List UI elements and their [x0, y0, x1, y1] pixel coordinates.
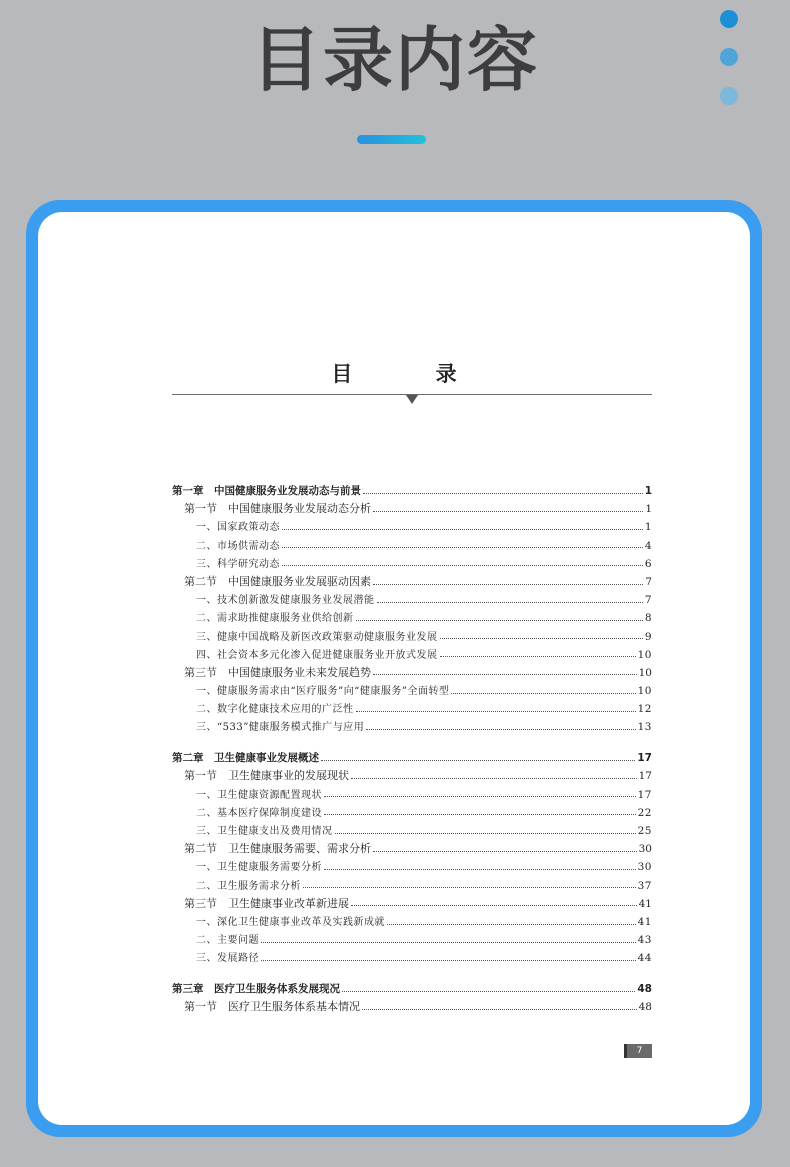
toc-dot-leader [373, 674, 637, 675]
toc-entry-section[interactable] [172, 895, 652, 913]
toc-entry-page: 1 [644, 521, 652, 534]
toc-entry-page: 41 [637, 915, 652, 928]
toc-entry-item[interactable] [172, 609, 652, 627]
toc-entry-label: 第三节 中国健康服务业未来发展趋势 [184, 665, 371, 679]
toc-dot-leader [377, 602, 643, 603]
toc-entry-label: 第二章 卫生健康事业发展概述 [172, 752, 319, 765]
toc-entry-page: 48 [638, 1001, 652, 1014]
toc-entry-page: 43 [637, 934, 652, 947]
toc-entry-label: 一、卫生健康资源配置现状 [196, 789, 322, 801]
toc-entry-label: 三、“533”健康服务模式推广与应用 [196, 722, 365, 734]
toc-entry-page: 10 [637, 685, 652, 698]
toc-dot-leader [324, 869, 636, 870]
toc-entry-item[interactable] [172, 804, 652, 822]
toc-entry-label: 二、市场供需动态 [196, 540, 280, 552]
toc-entry-page: 8 [644, 612, 652, 625]
toc-dot-leader [440, 656, 636, 657]
toc-entry-section[interactable] [172, 998, 652, 1016]
toc-entry-page: 44 [637, 952, 652, 965]
toc-entry-label: 一、技术创新激发健康服务业发展潜能 [196, 595, 375, 607]
toc-entry-page: 4 [644, 539, 652, 552]
toc-chapter-gap [172, 737, 652, 750]
toc-list [172, 482, 652, 1016]
page-title: 目录内容 [251, 19, 539, 101]
decorative-dot [720, 48, 738, 66]
toc-entry-item[interactable] [172, 931, 652, 949]
toc-entry-page: 13 [637, 721, 652, 734]
toc-entry-label: 二、主要问题 [196, 935, 259, 947]
toc-entry-item[interactable] [172, 537, 652, 555]
toc-entry-label: 第一节 医疗卫生服务体系基本情况 [184, 1000, 360, 1014]
toc-entry-page: 25 [637, 824, 652, 837]
toc-dot-leader [261, 960, 636, 961]
toc-entry-page: 10 [637, 648, 652, 661]
toc-dot-leader [351, 778, 637, 779]
toc-entry-item[interactable] [172, 858, 652, 876]
toc-entry-item[interactable] [172, 718, 652, 736]
toc-dot-leader [342, 991, 635, 992]
toc-dot-leader [373, 511, 643, 512]
toc-entry-page: 1 [644, 485, 652, 497]
page-number: 7 [624, 1044, 652, 1058]
toc-entry-section[interactable] [172, 573, 652, 591]
toc-entry-item[interactable] [172, 700, 652, 718]
toc-dot-leader [363, 493, 643, 494]
divider-arrow-icon [406, 395, 418, 404]
toc-entry-label: 第二节 卫生健康服务需要、需求分析 [184, 842, 371, 856]
toc-dot-leader [321, 760, 635, 761]
toc-heading: 目 录 [331, 361, 495, 386]
toc-chapter-gap [172, 967, 652, 980]
toc-entry-label: 二、卫生服务需求分析 [196, 880, 301, 892]
toc-entry-item[interactable] [172, 913, 652, 931]
toc-entry-label: 一、卫生健康服务需要分析 [196, 862, 322, 874]
toc-dot-leader [324, 796, 636, 797]
toc-entry-label: 二、需求助推健康服务业供给创新 [196, 613, 354, 625]
toc-entry-label: 一、深化卫生健康事业改革及实践新成就 [196, 916, 385, 928]
toc-dot-leader [356, 620, 643, 621]
toc-entry-label: 一、国家政策动态 [196, 522, 280, 534]
toc-entry-page: 41 [638, 897, 652, 910]
toc-entry-page: 30 [638, 843, 652, 856]
toc-entry-page: 48 [637, 983, 652, 996]
document-frame [26, 200, 762, 1137]
toc-dot-leader [440, 638, 643, 639]
toc-entry-section[interactable] [172, 500, 652, 518]
toc-entry-label: 第一节 卫生健康事业的发展现状 [184, 769, 349, 783]
toc-entry-item[interactable] [172, 518, 652, 536]
toc-entry-label: 三、发展路径 [196, 953, 259, 965]
toc-entry-page: 7 [645, 575, 652, 588]
toc-entry-section[interactable] [172, 840, 652, 858]
toc-entry-label: 三、科学研究动态 [196, 558, 280, 570]
toc-entry-item[interactable] [172, 877, 652, 895]
toc-entry-label: 二、基本医疗保障制度建设 [196, 807, 322, 819]
toc-dot-leader [362, 1009, 637, 1010]
toc-entry-chapter[interactable] [172, 980, 652, 998]
toc-entry-item[interactable] [172, 591, 652, 609]
toc-dot-leader [324, 814, 636, 815]
toc-entry-label: 一、健康服务需求由“医疗服务”向“健康服务”全面转型 [196, 686, 450, 698]
decorative-dot [720, 87, 738, 105]
title-accent-bar [357, 135, 426, 144]
toc-entry-item[interactable] [172, 682, 652, 700]
toc-entry-chapter[interactable] [172, 482, 652, 500]
toc-entry-label: 第一章 中国健康服务业发展动态与前景 [172, 485, 361, 497]
toc-entry-label: 第二节 中国健康服务业发展驱动因素 [184, 574, 371, 588]
toc-entry-item[interactable] [172, 555, 652, 573]
toc-entry-label: 第三节 卫生健康事业改革新进展 [184, 896, 349, 910]
toc-entry-label: 三、健康中国战略及新医改政策驱动健康服务业发展 [196, 631, 438, 643]
toc-dot-leader [451, 693, 635, 694]
toc-entry-section[interactable] [172, 664, 652, 682]
toc-entry-section[interactable] [172, 767, 652, 785]
toc-dot-leader [282, 529, 643, 530]
document-page [38, 212, 750, 1125]
toc-entry-label: 四、社会资本多元化渗入促进健康服务业开放式发展 [196, 649, 438, 661]
toc-dot-leader [356, 711, 636, 712]
toc-entry-page: 30 [637, 861, 652, 874]
toc-entry-item[interactable] [172, 646, 652, 664]
toc-entry-label: 第三章 医疗卫生服务体系发展现况 [172, 983, 340, 996]
toc-dot-leader [351, 905, 637, 906]
toc-entry-item[interactable] [172, 628, 652, 646]
toc-entry-page: 10 [638, 666, 652, 679]
toc-entry-page: 17 [638, 770, 652, 783]
toc-dot-leader [282, 565, 643, 566]
toc-dot-leader [366, 729, 635, 730]
toc-entry-page: 9 [644, 630, 652, 643]
toc-entry-item[interactable] [172, 786, 652, 804]
toc-dot-leader [282, 547, 643, 548]
toc-entry-page: 17 [637, 752, 652, 765]
toc-entry-page: 1 [645, 503, 652, 516]
toc-entry-page: 22 [637, 806, 652, 819]
toc-entry-chapter[interactable] [172, 749, 652, 767]
toc-dot-leader [335, 833, 636, 834]
toc-entry-label: 二、数字化健康技术应用的广泛性 [196, 704, 354, 716]
toc-dot-leader [303, 887, 636, 888]
toc-entry-label: 第一节 中国健康服务业发展动态分析 [184, 502, 371, 516]
toc-entry-page: 12 [637, 703, 652, 716]
decorative-dot [720, 10, 738, 28]
toc-entry-page: 17 [637, 788, 652, 801]
toc-dot-leader [373, 584, 643, 585]
toc-dot-leader [387, 924, 636, 925]
toc-entry-page: 7 [644, 594, 652, 607]
toc-dot-leader [261, 942, 636, 943]
toc-entry-label: 三、卫生健康支出及费用情况 [196, 825, 333, 837]
toc-entry-page: 37 [637, 879, 652, 892]
toc-entry-item[interactable] [172, 822, 652, 840]
toc-dot-leader [373, 851, 637, 852]
toc-entry-page: 6 [644, 557, 652, 570]
toc-entry-item[interactable] [172, 949, 652, 967]
